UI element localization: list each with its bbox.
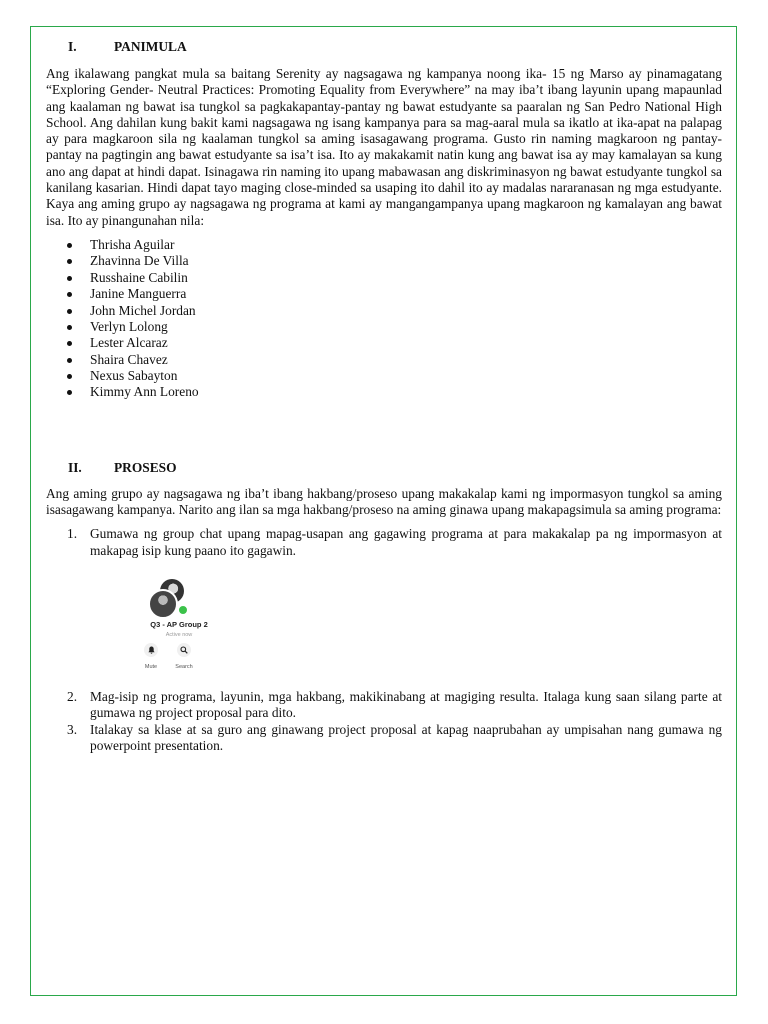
step-text: Mag-isip ng programa, layunin, mga hakbang, makikinabang at magiging resulta. Italaga kung saan silang parte at gumawa ng project proposal para dito. (90, 689, 722, 721)
section-heading-panimula (46, 39, 722, 57)
step-number: 3. (67, 721, 78, 737)
search-label: Search (175, 664, 193, 671)
mute-label: Mute (144, 664, 158, 671)
group-chat-name: Q3 - AP Group 2 (150, 620, 208, 630)
list-item: Janine Manguerra (46, 286, 722, 302)
list-item: Thrisha Aguilar (46, 237, 722, 253)
step-text: Gumawa ng group chat upang mapag-usapan ang gagawing programa at para makakalap pa ng impormasyon at makapag isip kung paano ito gagawin. (90, 526, 722, 558)
step-number: 1. (67, 526, 78, 542)
section-heading-proseso (46, 460, 722, 478)
magnifier-icon (177, 643, 191, 657)
section-title: PANIMULA (114, 39, 187, 54)
list-item: Lester Alcaraz (46, 335, 722, 351)
group-chat-status: Active now (165, 632, 193, 639)
mute-button (140, 643, 162, 675)
avatar (148, 589, 178, 619)
section-number: I. (68, 39, 77, 54)
list-item: Zhavinna De Villa (46, 253, 722, 269)
panimula-paragraph: Ang ikalawang pangkat mula sa baitang Serenity ay nagsagawa ng kampanya noong ika- 15 ng Marso ay pinamagatang “Exploring Gender- Neutral Practices: Promoting Equality from Everywhere” na may iba’t ibang layunin upang mapaunlad ang kaalaman ng bawat isa tungkol sa pagkakapantay-pantay ng bawat estudyante sa paaralan ng San Pedro National High School. Ang dahilan kung bakit kami nagsagawa ng isang kampanya para sa mag-aaral mula sa ikatlo at ika-apat na palapag ay para magkaroon sila ng kaalaman tungkol sa aming isasagawang programa. Gusto rin naming magkaroon ng pantay-pantay na pagtingin ang bawat estudyante sa isa’t isa. Ito ay makakamit natin kung ang bawat isa ay may kamalayan sa kung ano ang dapat at hindi dapat. Isinagawa rin naming ito upang mabawasan ang diskriminasyon ng bawat estudyante tungkol sa kanilang kasarian. Hindi dapat tayo maging close-minded sa usaping ito dahil ito ay madalas nararanasan ng mga estudyante. Kaya ang aming grupo ay nagsagawa ng programa at kami ay mangangampanya upang magkaroon ng kamalayan ang bawat isa. Ito ay pinangunahan nila: (46, 66, 722, 228)
list-item: Nexus Sabayton (46, 368, 722, 384)
steps-list-continued (46, 689, 722, 754)
online-status-icon (178, 605, 188, 615)
group-chat-screenshot (136, 571, 222, 671)
proseso-paragraph: Ang aming grupo ay nagsagawa ng iba’t ibang hakbang/proseso upang makakalap kami ng impormasyon tungkol sa aming isasagawang kampanya. Narito ang ilan sa mga hakbang/proseso na aming ginawa upang makapagsimula sa aming programa: (46, 485, 722, 518)
list-item: Shaira Chavez (46, 352, 722, 368)
list-item: Kimmy Ann Loreno (46, 384, 722, 400)
bell-icon (144, 643, 158, 657)
list-item (46, 689, 722, 722)
list-item (46, 722, 722, 755)
list-item (46, 526, 722, 559)
document-body (46, 36, 722, 754)
members-list (46, 237, 722, 401)
step-number: 2. (67, 689, 78, 705)
section-number: II. (68, 459, 82, 475)
step-text: Italakay sa klase at sa guro ang ginawang project proposal at kapag naaprubahan ay umpisahan nang gumawa ng powerpoint presentation. (90, 721, 722, 753)
section-title: PROSESO (114, 459, 177, 475)
search-button (173, 643, 195, 675)
list-item: Verlyn Lolong (46, 319, 722, 335)
list-item: Russhaine Cabilin (46, 270, 722, 286)
steps-list (46, 526, 722, 559)
list-item: John Michel Jordan (46, 303, 722, 319)
